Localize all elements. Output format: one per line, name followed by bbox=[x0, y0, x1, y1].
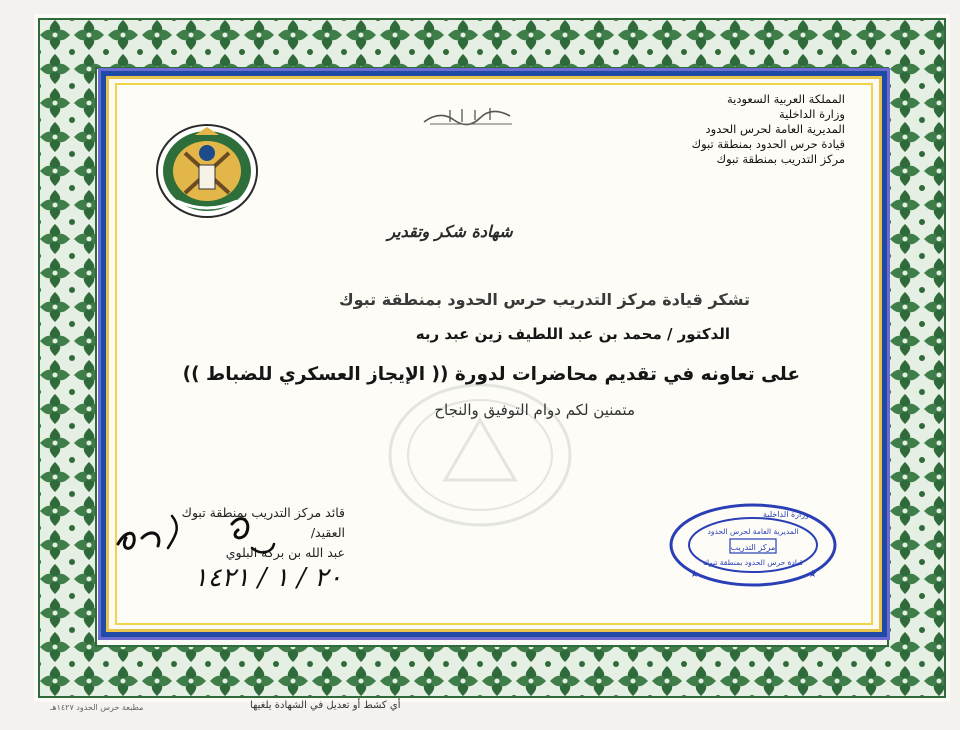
header-line-5: مركز التدريب بمنطقة تبوك bbox=[716, 152, 845, 166]
basmala-calligraphy bbox=[420, 104, 520, 130]
body-line-4: متمنين لكم دوام التوفيق والنجاح bbox=[434, 401, 635, 419]
alteration-notice: أي كشط أو تعديل في الشهادة يلغيها bbox=[250, 700, 401, 711]
body-line-1: تشكر قيادة مركز التدريب حرس الحدود بمنطقة تبوك bbox=[338, 290, 750, 309]
stamp-text-3: مركز التدريب bbox=[730, 543, 776, 552]
header-line-4: قيادة حرس الحدود بمنطقة تبوك bbox=[691, 137, 845, 151]
header-line-1: المملكة العربية السعودية bbox=[727, 92, 845, 106]
stamp-text-4: قيادة حرس الحدود بمنطقة تبوك bbox=[702, 558, 804, 567]
signer-name: عبد الله بن بركة البلوي bbox=[225, 545, 345, 560]
printer-note: مطبعة حرس الحدود ١٤٢٧هـ bbox=[50, 703, 144, 712]
border-guard-emblem bbox=[155, 123, 259, 219]
stamp-star-icon: ★ bbox=[808, 569, 817, 580]
stamp-text-2: المديرية العامة لحرس الحدود bbox=[707, 527, 799, 536]
official-stamp bbox=[668, 503, 838, 587]
stamp-text-1: وزارة الداخلية bbox=[763, 510, 809, 519]
issuer-header bbox=[585, 92, 845, 167]
signer-rank: العقيد/ bbox=[310, 525, 345, 540]
signer-role: قائد مركز التدريب بمنطقة تبوك bbox=[181, 505, 345, 520]
header-line-2: وزارة الداخلية bbox=[778, 107, 845, 121]
certificate-title: شهادة شكر وتقدير bbox=[387, 222, 513, 241]
header-line-3: المديرية العامة لحرس الحدود bbox=[705, 122, 845, 136]
body-line-2: الدكتور / محمد بن عبد اللطيف زين عبد ربه bbox=[415, 325, 730, 343]
stamp-star-icon: ★ bbox=[690, 569, 699, 580]
handwritten-signature bbox=[112, 508, 282, 570]
handwritten-date: ٢٠ / ١ / ١٤٢١ bbox=[193, 563, 342, 593]
body-line-3: على تعاونه في تقديم محاضرات لدورة (( الإيجاز العسكري للضباط )) bbox=[182, 364, 800, 385]
